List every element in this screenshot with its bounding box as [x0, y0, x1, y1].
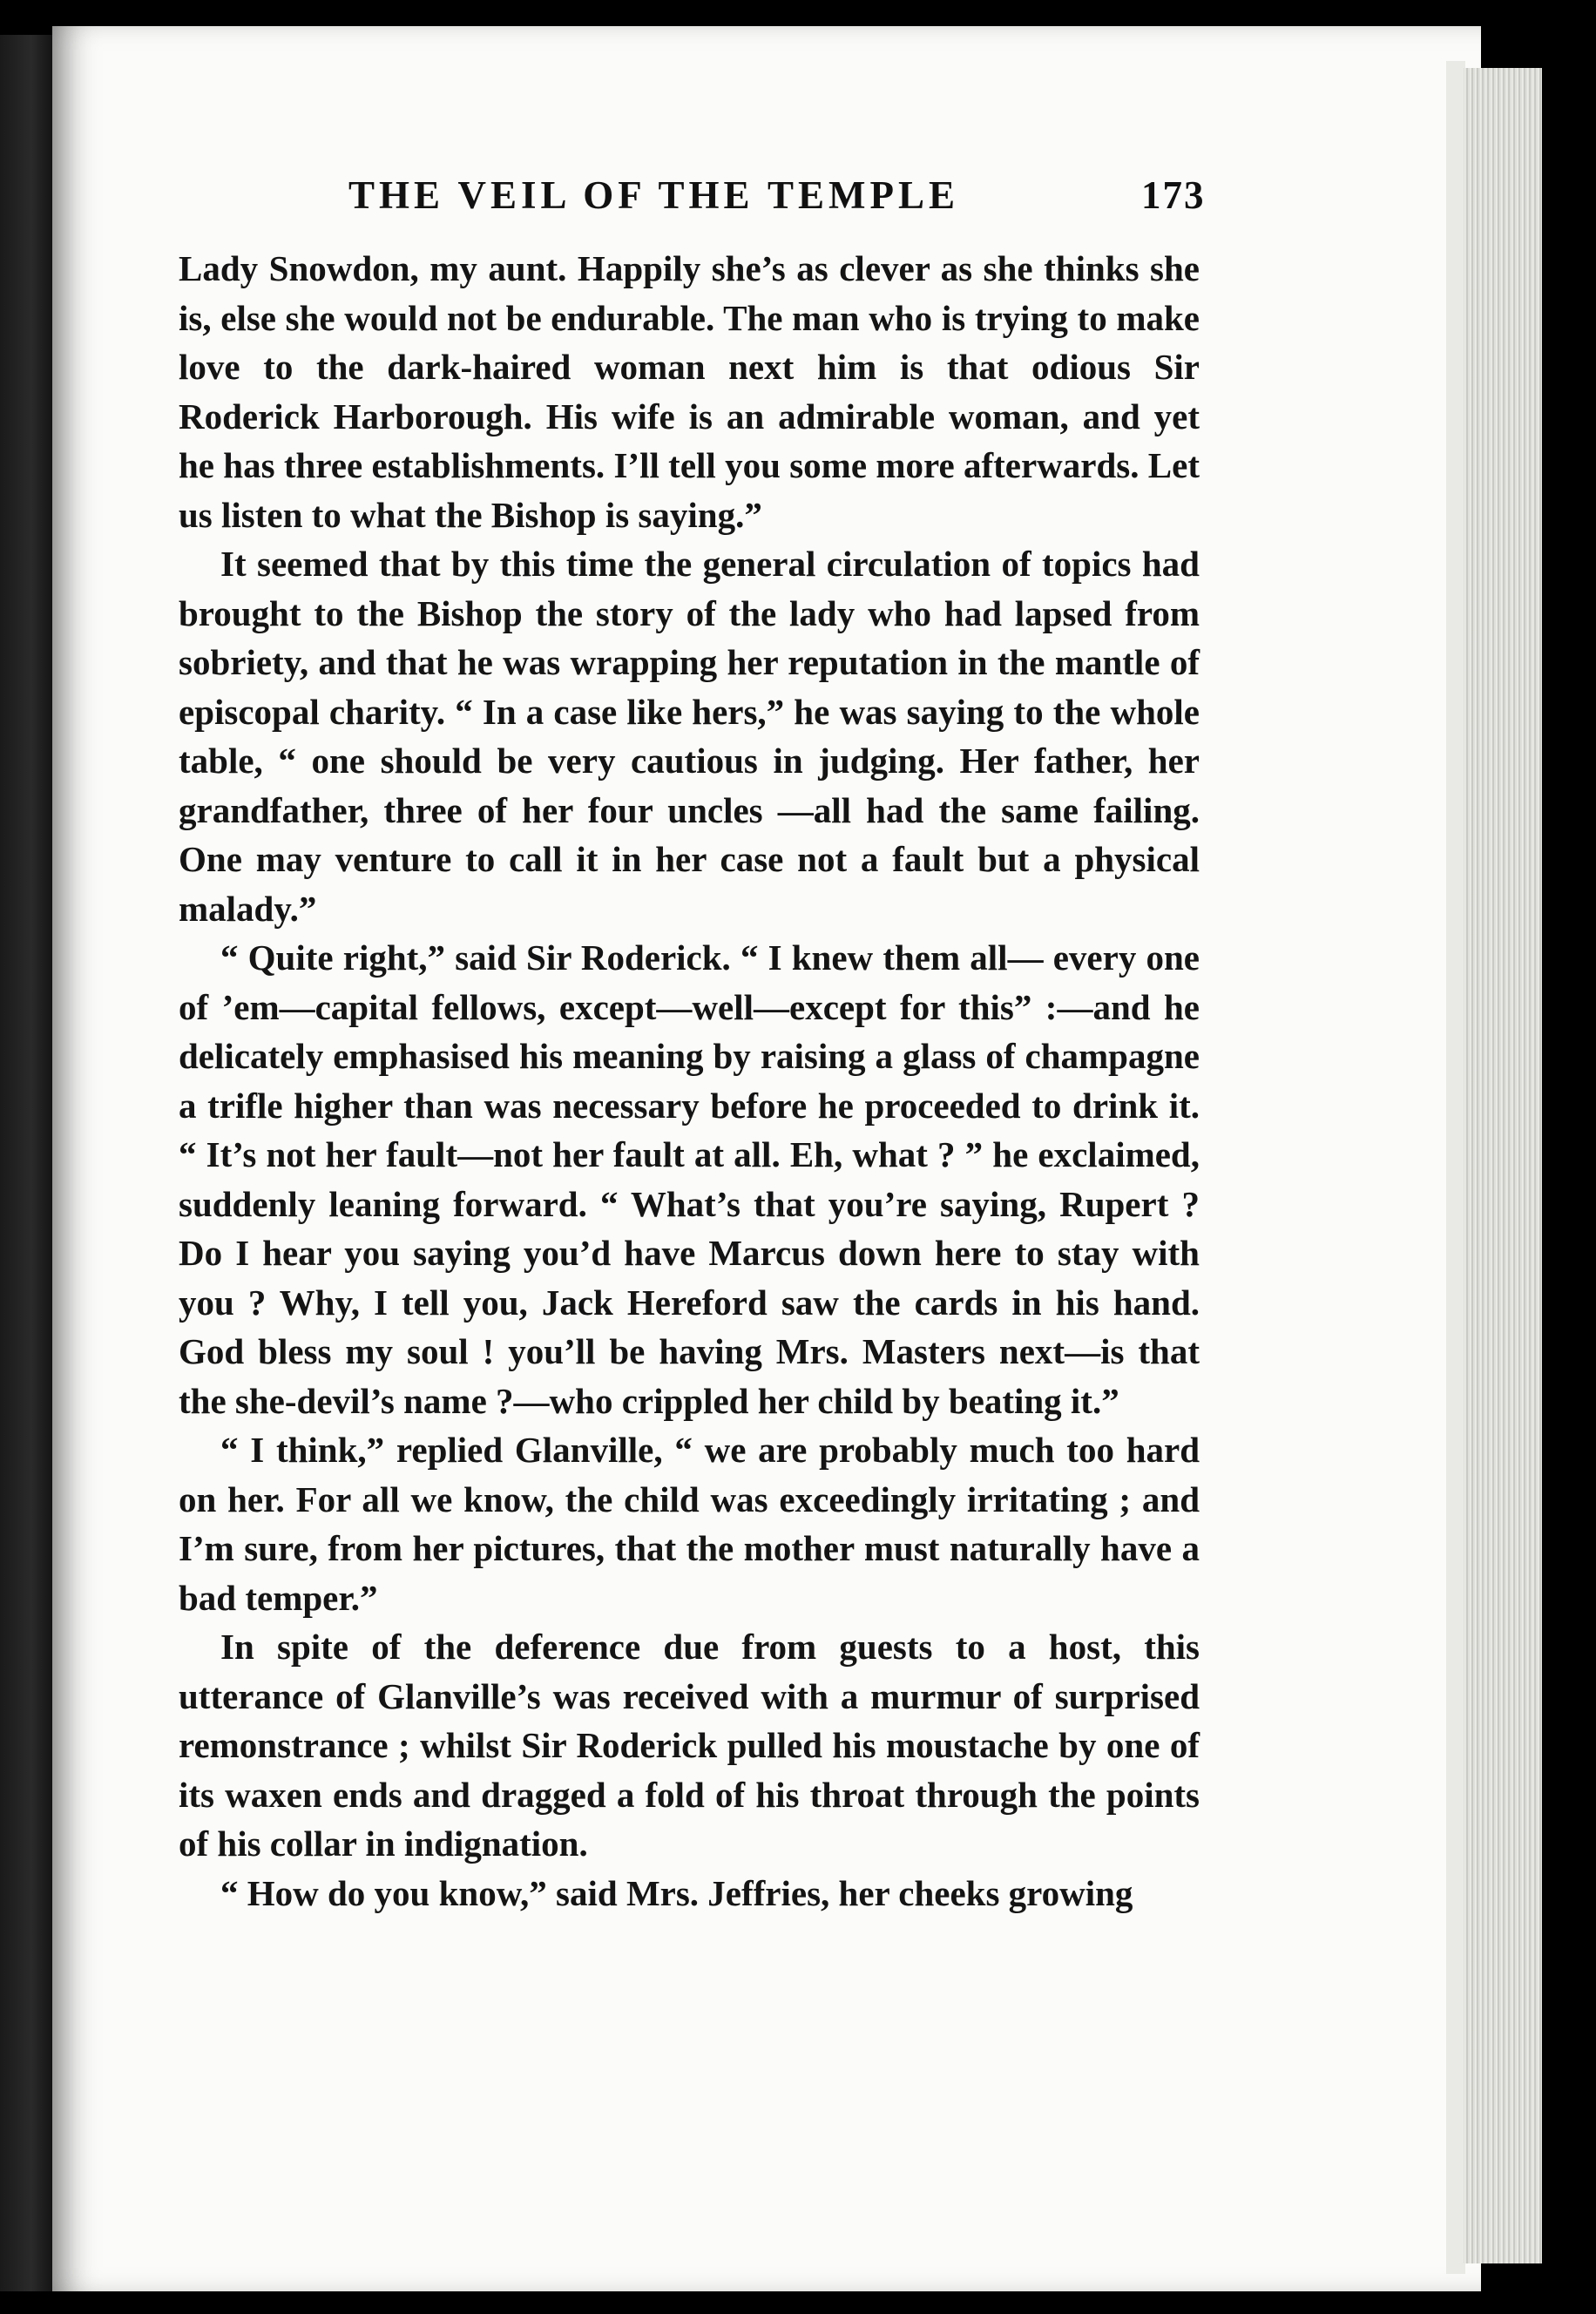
page-fore-edge-inner: [1446, 61, 1465, 2274]
paragraph: “ Quite right,” said Sir Roderick. “ I knew them all— every one of ’em—capital fellows, except—well—except for this” :—and he delicately emphasised his meaning by raising a glass of champagne a trifle higher than was necessary before he proceeded to drink it. “ It’s not her fault—not her fault at all. Eh, what ? ” he exclaimed, suddenly leaning forward. “ What’s that you’re saying, Rupert ? Do I hear you saying you’d have Marcus down here to stay with you ? Why, I tell you, Jack Hereford saw the cards in his hand. God bless my soul ! you’ll be having Mrs. Masters next—is that the she-devil’s name ?—who crippled her child by beating it.”: [179, 937, 1200, 1421]
page-stack-edge: [1464, 68, 1542, 2263]
page-header: [348, 173, 1220, 233]
body-text: [179, 244, 1200, 1918]
page-number: 173: [1141, 173, 1206, 217]
paragraph: It seemed that by this time the general circulation of topics had brought to the Bishop the story of the lady who had lapsed from sobriety, and that he was wrapping her reputation in the mantle of episcopal charity. “ In a case like hers,” he was saying to the whole table, “ one should be very cautious in judging. Her father, her grandfather, three of her four uncles —all had the same failing. One may venture to call it in her case not a fault but a physical malady.”: [179, 544, 1200, 929]
paragraph: “ I think,” replied Glanville, “ we are probably much too hard on her. For all we know, the child was exceedingly irritating ; and I’m sure, from her pictures, that the mother must naturally have a bad temper.”: [179, 1430, 1200, 1618]
paragraph: “ How do you know,” said Mrs. Jeffries, her cheeks growing: [220, 1872, 1133, 1913]
paragraph: In spite of the deference due from guests to a host, this utterance of Glanville’s was received with a murmur of surprised remonstrance ; whilst Sir Roderick pulled his moustache by one of its waxen ends and dragged a fold of his throat through the points of his collar in indignation.: [179, 1627, 1200, 1864]
running-title: THE VEIL OF THE TEMPLE: [348, 173, 960, 217]
paragraph: Lady Snowdon, my aunt. Happily she’s as clever as she thinks she is, else she would not be endurable. The man who is trying to make love to the dark-haired woman next him is that odious Sir Roderick Harborough. His wife is an admirable woman, and yet he has three establishments. I’ll tell you some more afterwards. Let us listen to what the Bishop is saying.”: [179, 248, 1200, 535]
